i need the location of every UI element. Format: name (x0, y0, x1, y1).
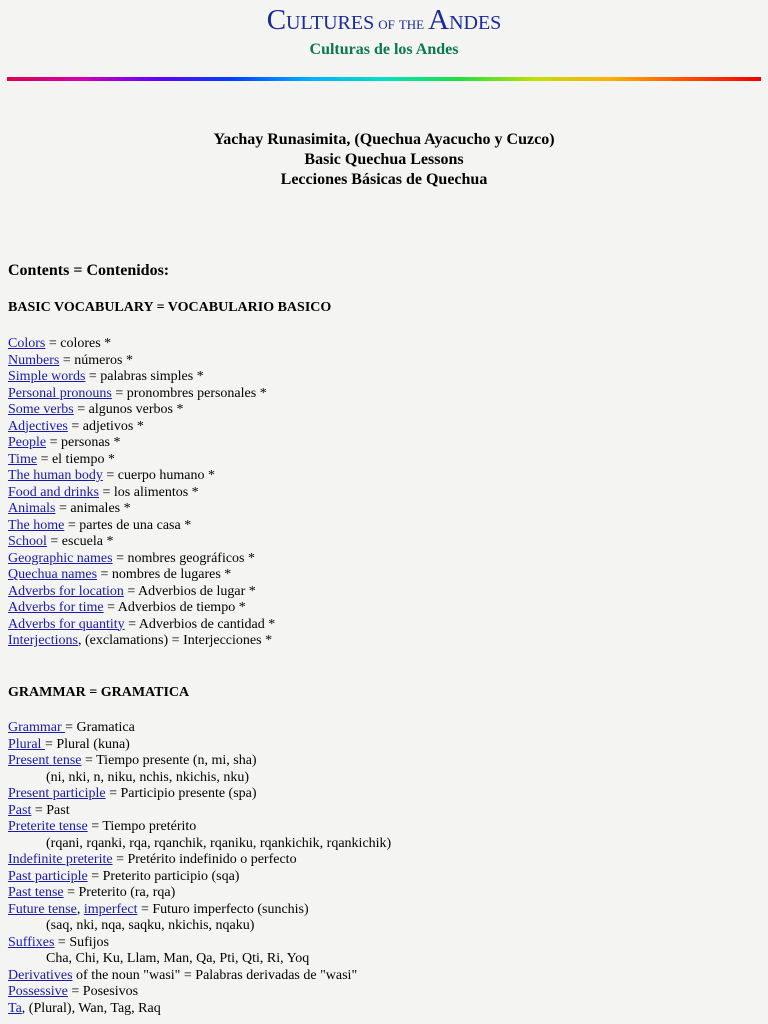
list-item (8, 485, 275, 502)
topic-link[interactable]: Adjectives (8, 418, 68, 434)
topic-link[interactable]: Present participle (8, 786, 106, 801)
topic-link[interactable]: Adverbs for location (8, 583, 124, 599)
list-item-translation: = colores * (45, 336, 112, 351)
lesson-heading (0, 130, 768, 190)
topic-link[interactable]: Indefinite preterite (8, 852, 113, 867)
list-item (8, 918, 391, 935)
list-item (8, 968, 391, 985)
list-item-translation: of the noun "wasi" = Palabras derivadas de "wasi" (72, 967, 358, 983)
topic-link[interactable]: The human body (8, 468, 103, 483)
list-item-translation: = Tiempo pretérito (87, 819, 197, 834)
topic-link[interactable]: Interjections (8, 633, 78, 648)
title-word: OF (378, 17, 395, 32)
list-item-separator: , (76, 901, 84, 917)
list-item-translation: = Participio presente (spa) (105, 786, 257, 801)
topic-link[interactable]: The home (8, 517, 65, 533)
list-item (8, 419, 275, 436)
topic-link[interactable]: Past participle (8, 868, 88, 884)
list-item-translation: = nombres de lugares * (97, 567, 232, 582)
topic-link[interactable]: imperfect (83, 901, 138, 917)
list-item-detail: (rqani, rqanki, rqa, rqanchik, rqaniku, rqankichik, rqankichik) (46, 835, 392, 851)
topic-link[interactable]: Personal pronouns (8, 385, 112, 401)
list-item-translation: = Preterito (ra, rqa) (63, 885, 176, 900)
contents-heading: Contents = Contenidos: (8, 262, 170, 279)
list-item-translation: , (exclamations) = Interjecciones * (77, 633, 273, 648)
grammar-heading: GRAMMAR = GRAMATICA (8, 685, 190, 700)
list-item (8, 836, 391, 853)
list-item-translation: = nombres geográficos * (112, 550, 255, 566)
list-item (8, 551, 275, 568)
topic-link[interactable]: Geographic names (8, 550, 113, 566)
topic-link[interactable]: Present tense (8, 753, 82, 768)
list-item-translation: = Plural (kuna) (44, 736, 130, 752)
list-item (8, 518, 275, 535)
title-word: THE (398, 17, 425, 32)
topic-link[interactable]: Time (8, 451, 38, 467)
list-item-translation: = Gramatica (65, 720, 135, 735)
list-item (8, 935, 391, 952)
list-item-translation: = adjetivos * (67, 418, 144, 434)
list-item-translation: = Futuro imperfecto (sunchis) (137, 901, 309, 917)
site-subtitle: Culturas de los Andes (309, 41, 459, 58)
list-item-translation: = cuerpo humano * (102, 468, 215, 483)
list-item (8, 435, 275, 452)
list-item (8, 369, 275, 386)
list-item-translation: = algunos verbos * (73, 402, 184, 417)
list-item (8, 803, 391, 820)
list-item (8, 584, 275, 601)
list-item (8, 402, 275, 419)
list-item-translation: = el tiempo * (37, 451, 115, 467)
list-item (8, 786, 391, 803)
topic-link[interactable]: Animals (8, 501, 56, 516)
list-item-translation: = pronombres personales * (111, 385, 267, 401)
grammar-list (8, 720, 391, 1017)
list-item-translation: = Tiempo presente (n, mi, sha) (81, 753, 257, 768)
list-item (8, 984, 391, 1001)
topic-link[interactable]: School (8, 534, 47, 549)
topic-link[interactable]: Future tense (8, 901, 77, 917)
title-letter: C (266, 4, 287, 36)
list-item-translation: , (Plural), Wan, Tag, Raq (21, 1000, 161, 1016)
topic-link[interactable]: Colors (8, 336, 46, 351)
list-item (8, 386, 275, 403)
list-item-translation: = animales * (55, 501, 131, 516)
site-title (0, 6, 768, 35)
vocab-heading: BASIC VOCABULARY = VOCABULARIO BASICO (8, 300, 332, 315)
list-item (8, 819, 391, 836)
list-item (8, 753, 391, 770)
list-item (8, 567, 275, 584)
list-item-translation: = partes de una casa * (64, 517, 192, 533)
title-letter: A (428, 4, 450, 36)
list-item-translation: = Adverbios de tiempo * (103, 600, 246, 615)
list-item (8, 353, 275, 370)
topic-link[interactable]: Suffixes (8, 934, 55, 950)
lesson-subtitle-en: Basic Quechua Lessons (304, 151, 464, 168)
list-item (8, 720, 391, 737)
list-item-translation: = palabras simples * (85, 369, 204, 384)
list-item-detail: (ni, nki, n, niku, nchis, nkichis, nku) (46, 769, 249, 785)
list-item-translation: = Pretérito indefinido o perfecto (112, 852, 297, 867)
title-word: NDES (449, 12, 502, 34)
list-item-translation: = Sufijos (54, 934, 109, 950)
topic-link[interactable]: Adverbs for quantity (8, 616, 125, 632)
list-item-translation: = Posesivos (67, 984, 139, 999)
list-item (8, 600, 275, 617)
list-item (8, 468, 275, 485)
list-item (8, 770, 391, 787)
topic-link[interactable]: Simple words (8, 369, 86, 384)
topic-link[interactable]: People (8, 435, 47, 450)
topic-link[interactable]: Grammar (8, 720, 66, 735)
list-item (8, 617, 275, 634)
title-word: ULTURES (286, 12, 375, 34)
lesson-subtitle-es: Lecciones Básicas de Quechua (280, 171, 488, 188)
list-item (8, 1001, 391, 1018)
topic-link[interactable]: Preterite tense (8, 819, 88, 834)
list-item (8, 869, 391, 886)
list-item-detail: Cha, Chi, Ku, Llam, Man, Qa, Pti, Qti, Ri, Yoq (46, 951, 310, 966)
topic-link[interactable]: Some verbs (8, 402, 74, 417)
list-item-detail: (saq, nki, nqa, saqku, nkichis, nqaku) (46, 918, 255, 933)
topic-link[interactable]: Adverbs for time (8, 600, 104, 615)
vocab-list (8, 336, 275, 650)
topic-link[interactable]: Past (8, 802, 32, 818)
topic-link[interactable]: Ta (8, 1000, 22, 1016)
list-item-translation: = Adverbios de cantidad * (124, 616, 276, 632)
lesson-title: Yachay Runasimita, (Quechua Ayacucho y Cuzco) (213, 131, 555, 148)
list-item-translation: = Past (31, 802, 70, 818)
topic-link[interactable]: Derivatives (8, 967, 73, 983)
list-item (8, 852, 391, 869)
topic-link[interactable]: Plural (8, 736, 45, 752)
list-item (8, 633, 275, 650)
list-item-translation: = Adverbios de lugar * (123, 583, 256, 599)
list-item (8, 902, 391, 919)
list-item (8, 885, 391, 902)
list-item (8, 534, 275, 551)
list-item (8, 737, 391, 754)
topic-link[interactable]: Past tense (8, 885, 64, 900)
list-item-translation: = los alimentos * (99, 484, 199, 500)
list-item-translation: = personas * (46, 435, 121, 450)
rainbow-divider (7, 77, 761, 81)
topic-link[interactable]: Possessive (8, 984, 68, 999)
topic-link[interactable]: Food and drinks (8, 484, 99, 500)
list-item (8, 951, 391, 968)
list-item (8, 336, 275, 353)
list-item-translation: = números * (59, 352, 133, 368)
list-item (8, 452, 275, 469)
list-item-translation: = escuela * (46, 534, 114, 549)
list-item-translation: = Preterito participio (sqa) (87, 868, 240, 884)
topic-link[interactable]: Quechua names (8, 567, 98, 582)
topic-link[interactable]: Numbers (8, 352, 60, 368)
list-item (8, 501, 275, 518)
